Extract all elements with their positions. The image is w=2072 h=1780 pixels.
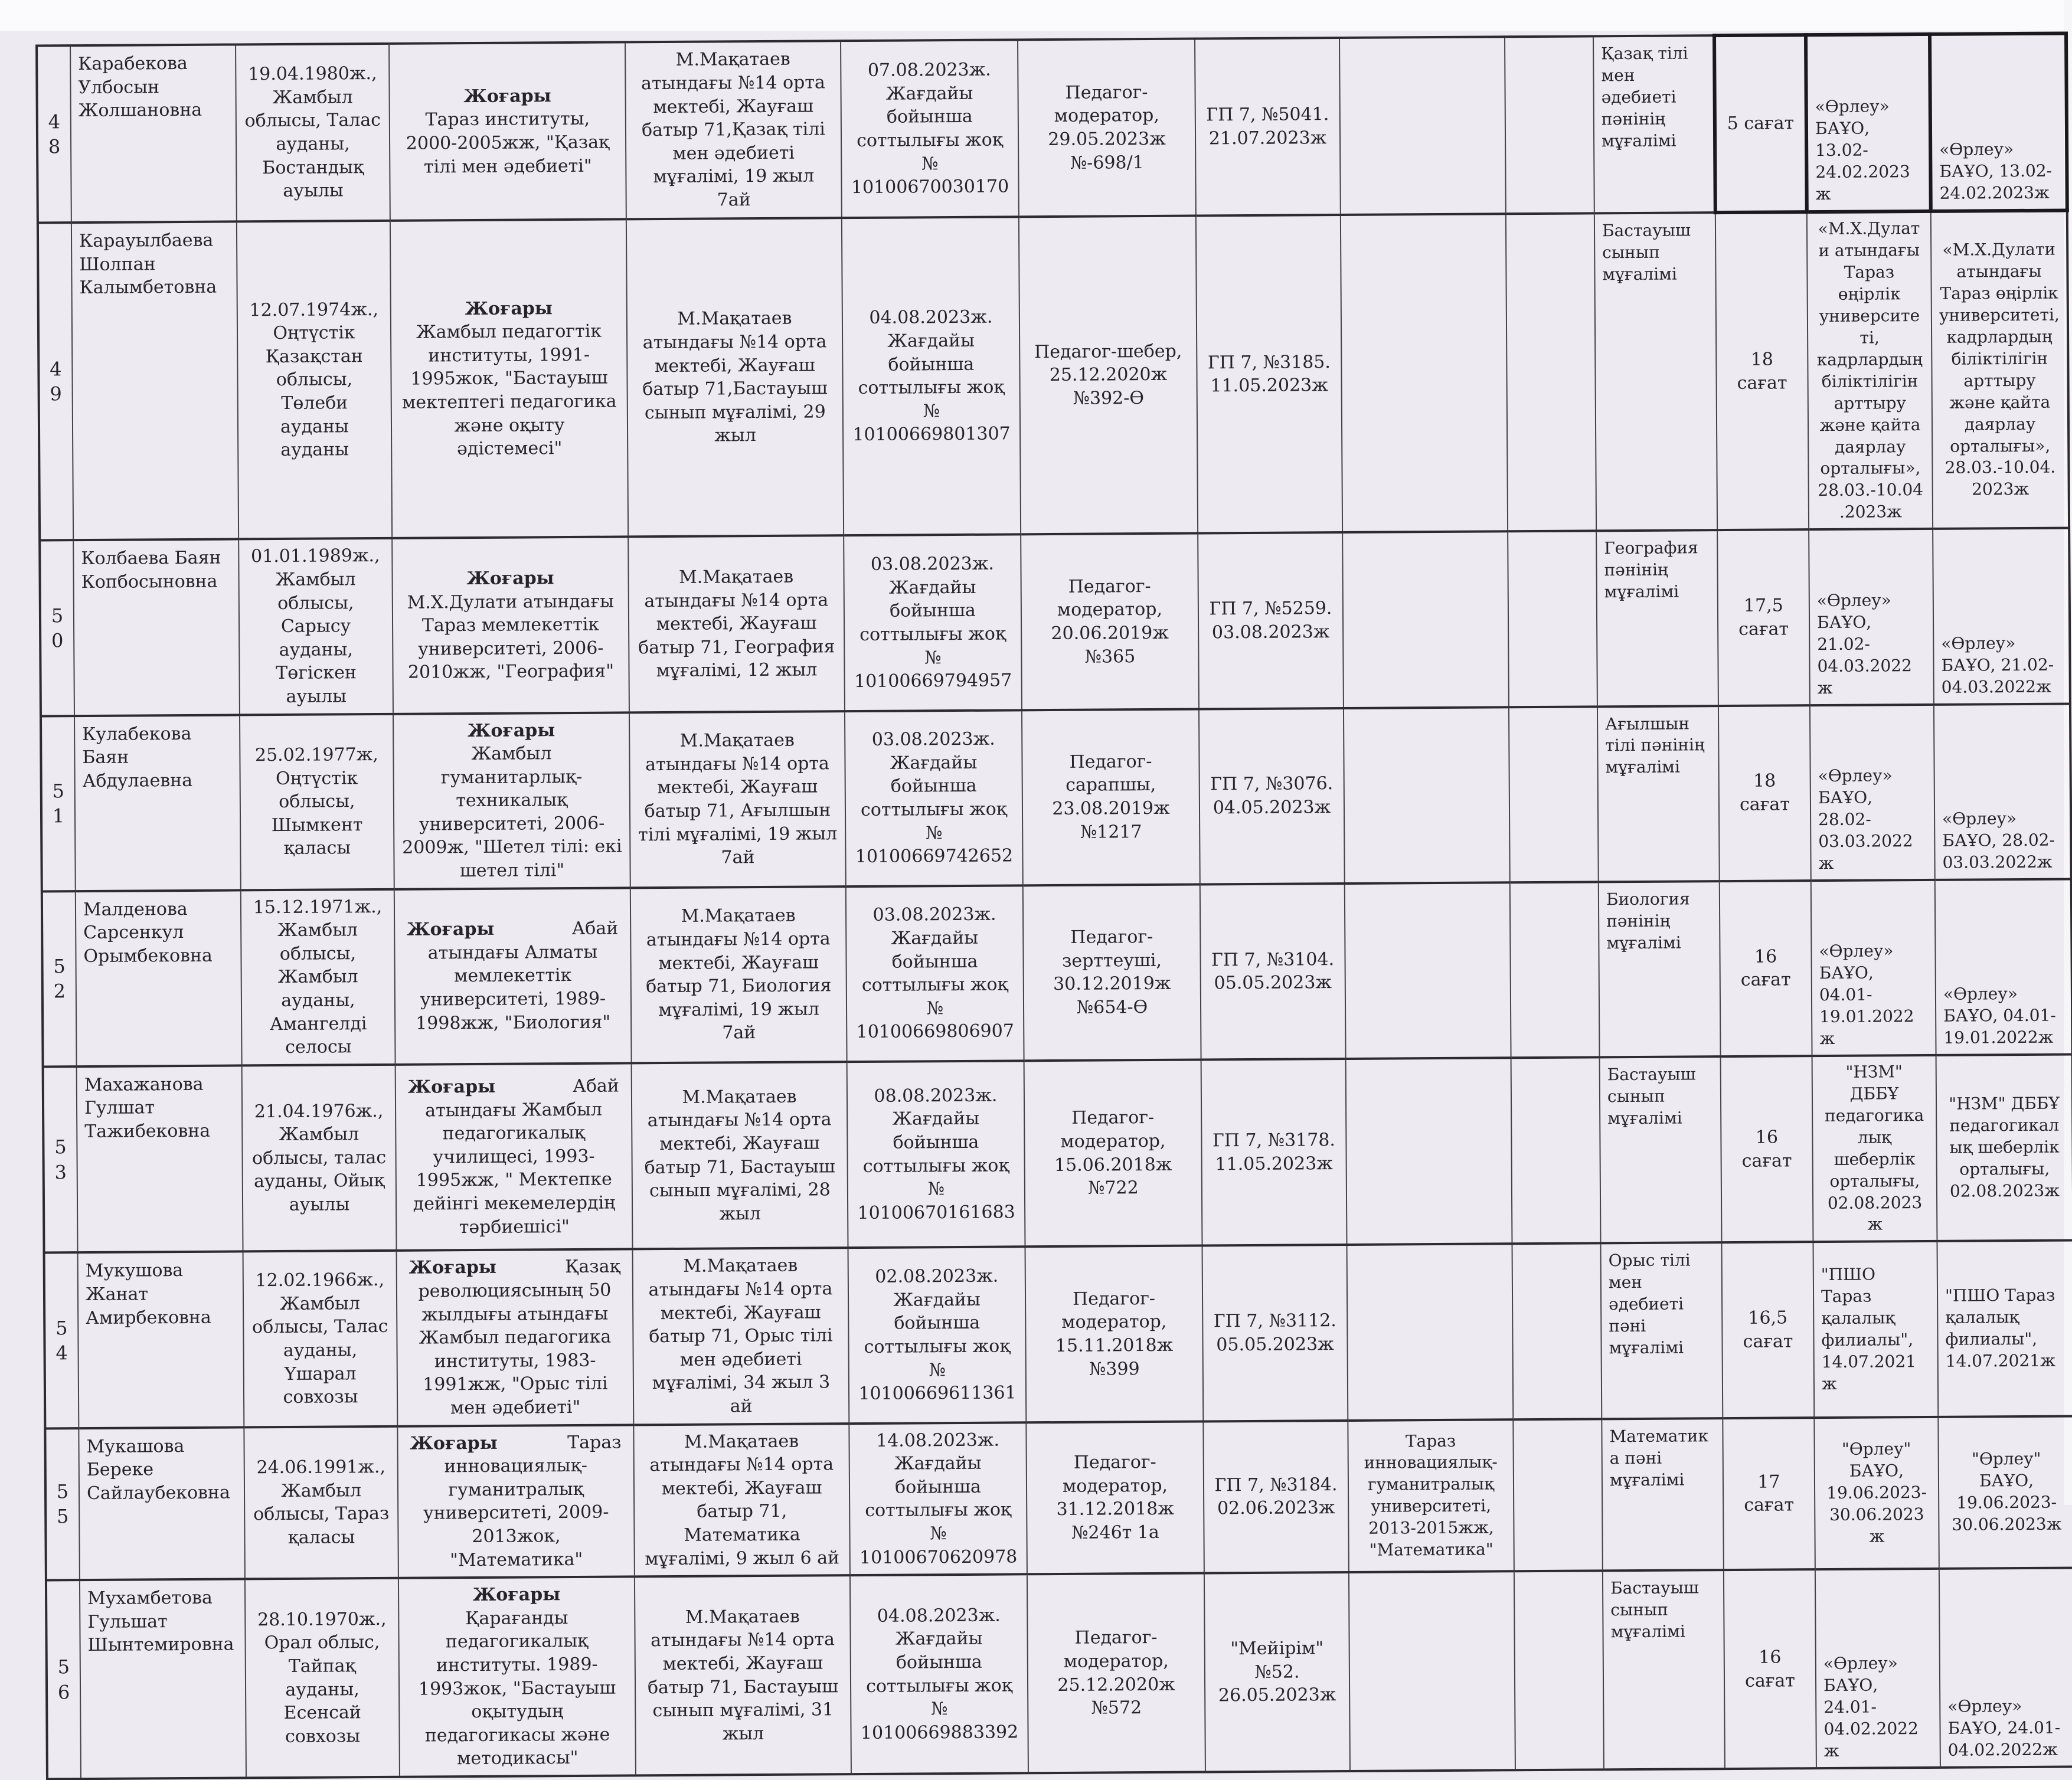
education-detail: М.Х.Дулати атындағы Тараз мемлекеттік университеті, 2006-2010жж, "География" <box>400 590 622 685</box>
cell-attestation: ГП 7, №3178. 11.05.2023ж <box>1201 1059 1347 1246</box>
cell-subject-taught: Орыс тілі мен әдебиеті пәні мұғалімі <box>1600 1243 1723 1419</box>
scanner-edge-top <box>0 0 2072 31</box>
cell-course-2: «Өрлеу» БАҰО, 24.01-04.02.2022ж <box>1939 1568 2072 1768</box>
cell-criminal-record: 03.08.2023ж. Жағдайы бойынша соттылығы жоқ № 10100669742652 <box>845 710 1023 886</box>
cell-row-number: 53 <box>43 1066 78 1253</box>
cell-row-number: 51 <box>41 716 76 891</box>
education-degree-line <box>400 566 620 591</box>
cell-pedagog-category: Педагог-модератор, 15.06.2018ж №722 <box>1024 1059 1202 1246</box>
education-degree: Жоғары <box>466 567 554 590</box>
cell-education <box>393 712 630 889</box>
cell-course-2: «Өрлеу» БАҰО, 04.01-19.01.2022ж <box>1935 879 2072 1055</box>
cell-teacher-name: Малденова Сарсенкул Орымбековна <box>76 890 242 1066</box>
table-row <box>45 1416 2072 1581</box>
education-degree-side: Тараз <box>567 1431 622 1454</box>
cell-pedagog-category: Педагог- модератор, 25.12.2020ж №572 <box>1027 1573 1205 1774</box>
table-row <box>41 704 2071 891</box>
cell-criminal-record: 02.08.2023ж. Жағдайы бойынша соттылығы жоқ № 10100669611361 <box>848 1247 1027 1424</box>
cell-teacher-name: Колбаева Баян Копбосыновна <box>73 539 240 716</box>
cell-teacher-name: Махажанова Гулшат Тажибековна <box>77 1065 243 1252</box>
cell-empty <box>1514 1571 1604 1771</box>
cell-weekly-hours: 16 сағат <box>1721 1056 1813 1243</box>
cell-extra-education <box>1344 707 1510 884</box>
scanned-table-region <box>35 31 2072 1780</box>
cell-course-2: «Өрлеу» БАҰО, 13.02-24.02.2023ж <box>1930 34 2067 211</box>
cell-subject-taught: Математика пәні мұғалімі <box>1602 1418 1724 1571</box>
education-degree: Жоғары <box>409 1256 496 1280</box>
cell-pedagog-category: Педагог-модератор, 29.05.2023ж №-698/1 <box>1018 39 1196 217</box>
cell-birth-info: 28.10.1970ж., Орал облыс, Тайпақ ауданы, Есенсай совхозы <box>245 1578 400 1778</box>
cell-course-1: "Өрлеу" БАҰО, 19.06.2023-30.06.2023ж <box>1814 1416 1939 1569</box>
cell-weekly-hours: 16 сағат <box>1720 881 1812 1056</box>
cell-teacher-name: Карауылбаева Шолпан Калымбетовна <box>71 221 238 540</box>
cell-course-1: «Өрлеу» БАҰО, 28.02-03.03.2022ж <box>1810 704 1935 880</box>
education-degree: Жоғары <box>465 297 553 320</box>
cell-workplace: М.Мақатаев атындағы №14 орта мектебі, Жауғаш батыр 71,Бастауыш сынып мұғалімі, 29 жыл <box>626 218 844 537</box>
cell-criminal-record: 03.08.2023ж. Жағдайы бойынша соттылығы жоқ № 10100669806907 <box>846 885 1024 1062</box>
cell-weekly-hours: 18 сағат <box>1718 705 1811 881</box>
cell-education <box>394 888 632 1065</box>
education-degree-side: Абай <box>573 1075 619 1098</box>
cell-row-number: 48 <box>37 45 71 222</box>
education-detail: Тараз институты, 2000-2005жж, "Қазақ тілі мен әдебиеті" <box>397 107 619 179</box>
cell-course-2: «М.Х.Дулати атындағы Тараз өңірлік университеті, кадрлардың біліктілігін арттыру және қайта даярлау орталығы», 28.03.-10.04.2023ж <box>1931 210 2069 529</box>
education-degree-side: Абай <box>571 917 618 941</box>
education-degree-line <box>398 296 619 321</box>
cell-birth-info: 19.04.1980ж., Жамбыл облысы, Талас ауданы, Бостандық ауылы <box>236 44 390 222</box>
education-degree: Жоғары <box>473 1583 560 1606</box>
cell-subject-taught: Биология пәнінің мұғалімі <box>1599 881 1721 1057</box>
education-degree: Жоғары <box>468 719 555 742</box>
cell-criminal-record: 04.08.2023ж. Жағдайы бойынша соттылығы жоқ № 10100669801307 <box>842 217 1021 535</box>
cell-course-1: "НЗМ" ДББҰ педагогикалық шеберлік орталығы, 02.08.2023ж <box>1812 1055 1937 1242</box>
table-row <box>38 210 2069 540</box>
education-degree-line <box>397 84 617 109</box>
cell-criminal-record: 14.08.2023ж. Жағдайы бойынша соттылығы жоқ № 10100670620978 <box>849 1422 1027 1575</box>
cell-criminal-record: 08.08.2023ж. Жағдайы бойынша соттылығы жоқ № 10100670161683 <box>847 1061 1025 1248</box>
cell-workplace: М.Мақатаев атындағы №14 орта мектебі, Жауғаш батыр 71, Орыс тілі мен әдебиеті мұғалімі, 34 жыл 3 ай <box>633 1248 849 1425</box>
table-row <box>42 879 2072 1066</box>
education-detail: революциясының 50 жылдығы атындағы Жамбыл педагогика институты, 1983-1991жж, "Орыс тілі мен әдебиеті" <box>404 1278 626 1420</box>
cell-subject-taught: Ағылшын тілі пәнінің мұғалімі <box>1597 706 1720 882</box>
table-row <box>46 1568 2072 1779</box>
cell-birth-info: 24.06.1991ж., Жамбыл облысы, Тараз қаласы <box>244 1426 398 1579</box>
cell-workplace: М.Мақатаев атындағы №14 орта мектебі, Жауғаш батыр 71, География мұғалімі, 12 жыл <box>628 536 845 712</box>
cell-empty <box>1510 882 1600 1058</box>
cell-attestation: ГП 7, №3184. 02.06.2023ж <box>1203 1421 1349 1573</box>
cell-course-2: "ПШО Тараз қалалық филиалы", 14.07.2021ж <box>1937 1241 2072 1417</box>
cell-workplace: М.Мақатаев атындағы №14 орта мектебі, Жауғаш батыр 71, Математика мұғалімі, 9 жыл 6 ай <box>633 1424 850 1577</box>
cell-birth-info: 15.12.1971ж., Жамбыл облысы, Жамбыл ауданы, Амангелді селосы <box>241 889 396 1065</box>
teachers-table <box>35 31 2072 1780</box>
cell-empty <box>1505 36 1594 214</box>
cell-row-number: 49 <box>38 222 73 541</box>
cell-extra-education <box>1342 532 1509 708</box>
teachers-table-body <box>37 34 2072 1779</box>
cell-education <box>397 1249 634 1426</box>
cell-education <box>389 42 626 220</box>
cell-empty <box>1509 706 1599 882</box>
cell-education <box>397 1425 635 1578</box>
cell-extra-education <box>1339 37 1506 215</box>
cell-attestation: ГП 7, №5041. 21.07.2023ж <box>1195 38 1341 215</box>
education-detail: Қарағанды педагогикалық институты. 1989-1993жок, "Бастауыш оқытудың педагогикасы және методикасы" <box>406 1606 628 1771</box>
cell-extra-education <box>1347 1244 1514 1421</box>
education-degree: Жоғары <box>463 84 551 108</box>
cell-attestation: ГП 7, №3104. 05.05.2023ж <box>1200 884 1346 1060</box>
cell-attestation: ГП 7, №3112. 05.05.2023ж <box>1202 1245 1348 1421</box>
cell-attestation: ГП 7, №3185. 11.05.2023ж <box>1196 215 1342 534</box>
cell-weekly-hours: 18 сағат <box>1715 212 1809 530</box>
table-row <box>40 528 2070 716</box>
cell-pedagog-category: Педагог-сарапшы, 23.08.2019ж №1217 <box>1022 709 1200 885</box>
cell-weekly-hours: 16 сағат <box>1724 1569 1816 1769</box>
education-degree: Жоғары <box>407 918 494 941</box>
table-row <box>44 1241 2072 1428</box>
cell-row-number: 54 <box>44 1253 79 1428</box>
cell-workplace: М.Мақатаев атындағы №14 орта мектебі, Жауғаш батыр 71, Биология мұғалімі, 19 жыл 7ай <box>630 886 847 1063</box>
cell-row-number: 50 <box>40 540 74 715</box>
cell-workplace: М.Мақатаев атындағы №14 орта мектебі, Жауғаш батыр 71, Бастауыш сынып мұғалімі, 31 жыл <box>635 1575 851 1775</box>
cell-course-2: «Өрлеу» БАҰО, 28.02-03.03.2022ж <box>1934 704 2071 880</box>
education-detail: атындағы Алматы мемлекеттік университеті, 1989-1998жж, "Биология" <box>402 940 623 1035</box>
cell-weekly-hours: 16,5 сағат <box>1721 1242 1814 1418</box>
table-row <box>37 34 2067 223</box>
cell-weekly-hours: 17 сағат <box>1723 1418 1815 1570</box>
cell-birth-info: 12.07.1974ж., Оңтүстік Қазақстан облысы, Төлеби ауданы ауданы <box>237 221 392 539</box>
cell-teacher-name: Кулабекова Баян Абдулаевна <box>74 715 241 891</box>
education-degree: Жоғары <box>408 1075 495 1099</box>
cell-pedagog-category: Педагог-модератор, 15.11.2018ж №399 <box>1025 1246 1204 1422</box>
education-detail: атындағы Жамбыл педагогикалық училищесі, 1993-1995жж, " Мектепке дейінгі мекемелердің тәрбиешісі" <box>403 1098 625 1239</box>
cell-pedagog-category: Педагог-модератор, 31.12.2018ж №246т 1а <box>1026 1421 1204 1574</box>
cell-extra-education <box>1346 1058 1512 1245</box>
cell-weekly-hours: 5 сағат <box>1714 35 1807 212</box>
education-degree-line <box>402 917 623 942</box>
cell-attestation: ГП 7, №3076. 04.05.2023ж <box>1199 708 1345 885</box>
cell-attestation: ГП 7, №5259. 03.08.2023ж <box>1198 532 1344 709</box>
education-degree-side: Қазақ <box>565 1255 620 1279</box>
cell-extra-education: Тараз инновациялық-гуманитралық университеті, 2013-2015жж, "Математика" <box>1348 1419 1514 1572</box>
cell-education <box>390 219 628 538</box>
cell-course-1: «Өрлеу» БАҰО, 13.02-24.02.2023ж <box>1806 34 1931 212</box>
education-degree-line <box>405 1431 626 1455</box>
cell-course-1: «Өрлеу» БАҰО, 24.01-04.02.2022ж <box>1815 1569 1940 1768</box>
cell-course-2: «Өрлеу» БАҰО, 21.02-04.03.2022ж <box>1933 528 2070 705</box>
education-degree-line <box>401 718 622 743</box>
cell-row-number: 52 <box>42 891 77 1066</box>
cell-row-number: 56 <box>46 1580 81 1779</box>
cell-workplace: М.Мақатаев атындағы №14 орта мектебі, Жауғаш батыр 71,Қазақ тілі мен әдебиеті мұғалімі, 19 жыл 7ай <box>625 41 842 219</box>
cell-education <box>392 537 629 714</box>
cell-pedagog-category: Педагог-модератор, 20.06.2019ж №365 <box>1021 534 1199 710</box>
cell-attestation: "Мейірім" №52. 26.05.2023ж <box>1204 1572 1350 1772</box>
cell-teacher-name: Мукушова Жанат Амирбековна <box>78 1252 244 1428</box>
cell-birth-info: 01.01.1989ж., Жамбыл облысы, Сарысу ауданы, Төгіскен ауылы <box>238 538 393 715</box>
education-detail: Жамбыл гуманитарлық-техникалық университеті, 2006-2009ж, "Шетел тілі: екі шетел тілі" <box>401 742 622 884</box>
cell-subject-taught: Қазақ тілі мен әдебиеті пәнінің мұғалімі <box>1593 35 1715 213</box>
cell-subject-taught: Бастауыш сынып мұғалімі <box>1600 1056 1722 1244</box>
table-row <box>43 1054 2072 1253</box>
cell-subject-taught: Бастауыш сынып мұғалімі <box>1594 212 1717 531</box>
cell-extra-education <box>1341 214 1508 532</box>
cell-empty <box>1508 531 1597 707</box>
cell-teacher-name: Мукашова Береке Сайлаубековна <box>79 1427 245 1580</box>
cell-criminal-record: 03.08.2023ж. Жағдайы бойынша соттылығы жоқ № 10100669794957 <box>844 535 1022 711</box>
cell-criminal-record: 04.08.2023ж. Жағдайы бойынша соттылығы жоқ № 10100669883392 <box>850 1574 1028 1774</box>
cell-empty <box>1506 213 1596 531</box>
cell-empty <box>1511 1057 1601 1244</box>
cell-course-1: "ПШО Тараз қалалық филиалы", 14.07.2021ж <box>1813 1241 1938 1417</box>
cell-weekly-hours: 17,5 сағат <box>1717 530 1810 706</box>
education-detail: Жамбыл педагогтік институты, 1991-1995жок, "Бастауыш мектептегі педагогика және оқыту әдістемесі" <box>398 320 620 462</box>
cell-pedagog-category: Педагог-зерттеуші, 30.12.2019ж №654-Ө <box>1023 884 1201 1061</box>
cell-course-2: "НЗМ" ДББҰ педагогикалық шеберлік орталығы, 02.08.2023ж <box>1936 1054 2072 1241</box>
cell-empty <box>1512 1244 1602 1419</box>
cell-empty <box>1513 1419 1603 1571</box>
cell-birth-info: 12.02.1966ж., Жамбыл облысы, Талас ауданы, Үшарал совхозы <box>243 1251 398 1427</box>
cell-education <box>398 1577 636 1777</box>
cell-course-1: «М.Х.Дулати атындағы Тараз өңірлік университеті, кадрлардың біліктілігін арттыру және қайта даярлау орталығы», 28.03.-10.04.2023ж <box>1807 211 1933 530</box>
cell-workplace: М.Мақатаев атындағы №14 орта мектебі, Жауғаш батыр 71, Бастауыш сынып мұғалімі, 28 жыл <box>632 1062 848 1249</box>
cell-birth-info: 25.02.1977ж, Оңтүстік облысы, Шымкент қаласы <box>240 714 394 890</box>
cell-subject-taught: Бастауыш сынып мұғалімі <box>1603 1570 1725 1769</box>
cell-course-2: "Өрлеу" БАҰО, 19.06.2023-30.06.2023ж <box>1938 1416 2072 1569</box>
cell-subject-taught: География пәнінің мұғалімі <box>1596 530 1718 706</box>
cell-extra-education <box>1349 1571 1515 1771</box>
cell-course-1: «Өрлеу» БАҰО, 21.02-04.03.2022ж <box>1809 529 1934 705</box>
cell-criminal-record: 07.08.2023ж. Жағдайы бойынша соттылығы жоқ № 10100670030170 <box>841 40 1019 218</box>
cell-extra-education <box>1345 882 1511 1059</box>
education-detail: инновациялық-гуманитралық университеті, 2009-2013жок, "Математика" <box>406 1454 627 1572</box>
education-degree-line <box>404 1255 625 1280</box>
cell-teacher-name: Карабекова Улбосын Жолшановна <box>70 44 237 222</box>
cell-pedagog-category: Педагог-шебер, 25.12.2020ж №392-Ө <box>1019 216 1198 535</box>
education-degree-line <box>403 1075 624 1100</box>
education-degree: Жоғары <box>410 1431 497 1455</box>
cell-course-1: «Өрлеу» БАҰО, 04.01-19.01.2022ж <box>1811 880 1936 1056</box>
cell-teacher-name: Мухамбетова Гульшат Шынтемировна <box>80 1579 246 1779</box>
cell-row-number: 55 <box>45 1428 80 1581</box>
cell-birth-info: 21.04.1976ж., Жамбыл облысы, талас ауданы, Ойық ауылы <box>242 1065 397 1252</box>
cell-education <box>396 1063 633 1251</box>
education-degree-line <box>406 1583 627 1608</box>
cell-workplace: М.Мақатаев атындағы №14 орта мектебі, Жауғаш батыр 71, Ағылшын тілі мұғалімі, 19 жыл 7ай <box>629 711 846 888</box>
